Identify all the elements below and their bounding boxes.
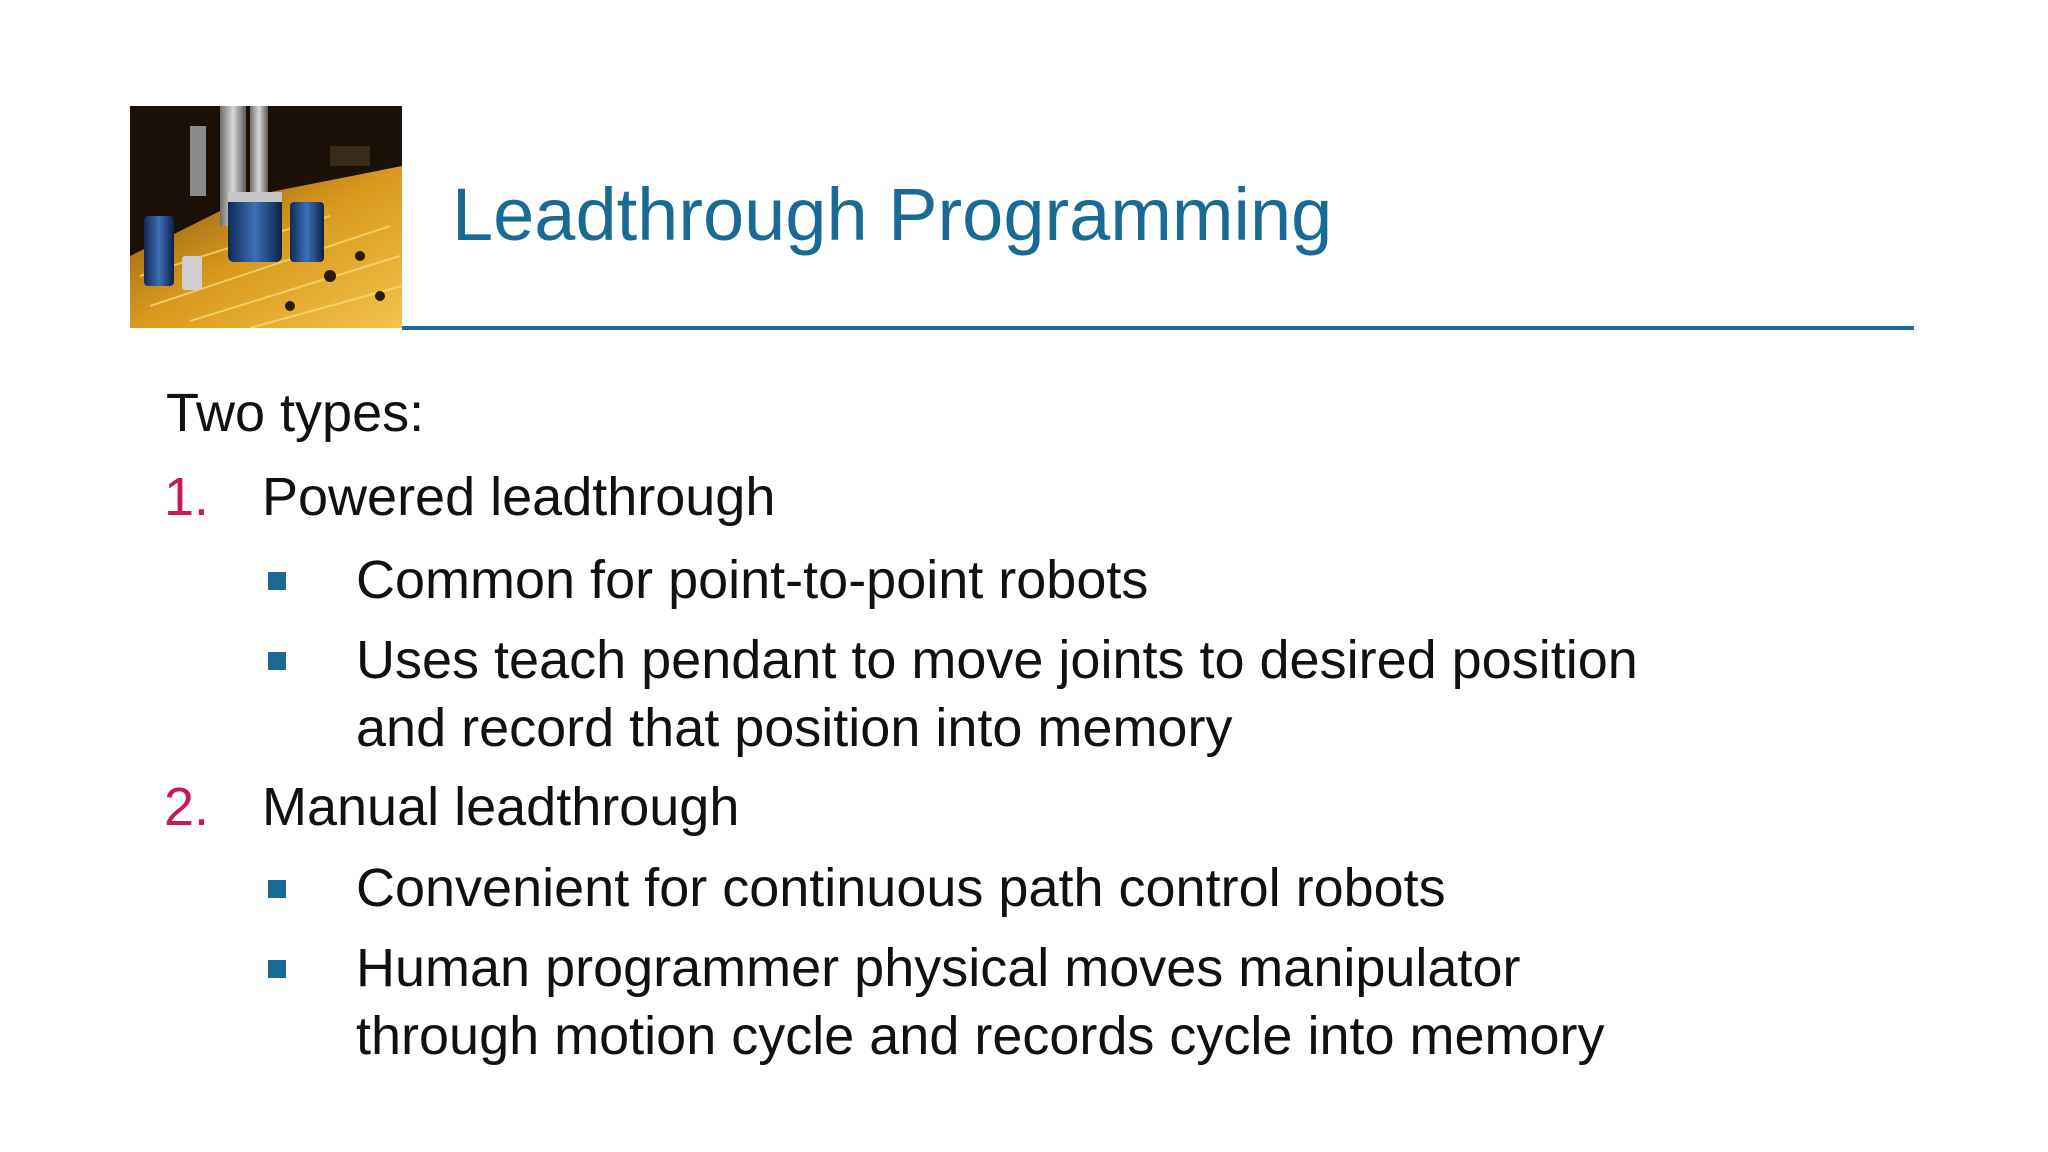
- subitem-line: Convenient for continuous path control robots: [356, 858, 1446, 918]
- robot-circuit-board-image: [130, 106, 402, 328]
- bullet-square-icon: [268, 960, 286, 978]
- slide-title: Leadthrough Programming: [452, 173, 1333, 256]
- bullet-square-icon: [268, 652, 286, 670]
- subitem-line: Uses teach pendant to move joints to desired position: [356, 630, 1638, 690]
- intro-text: Two types:: [166, 383, 425, 443]
- title-divider: [402, 326, 1914, 330]
- subitem-line: through motion cycle and records cycle into memory: [356, 1006, 1605, 1066]
- bullet-square-icon: [268, 880, 286, 898]
- item-number-2: 2.: [164, 777, 210, 837]
- item-label-powered-leadthrough: Powered leadthrough: [262, 467, 776, 527]
- subitem-line: Common for point-to-point robots: [356, 550, 1149, 610]
- bullet-square-icon: [268, 572, 286, 590]
- item-label-manual-leadthrough: Manual leadthrough: [262, 777, 740, 837]
- subitem-line: and record that position into memory: [356, 698, 1233, 758]
- subitem-line: Human programmer physical moves manipulator: [356, 938, 1521, 998]
- item-number-1: 1.: [164, 467, 210, 527]
